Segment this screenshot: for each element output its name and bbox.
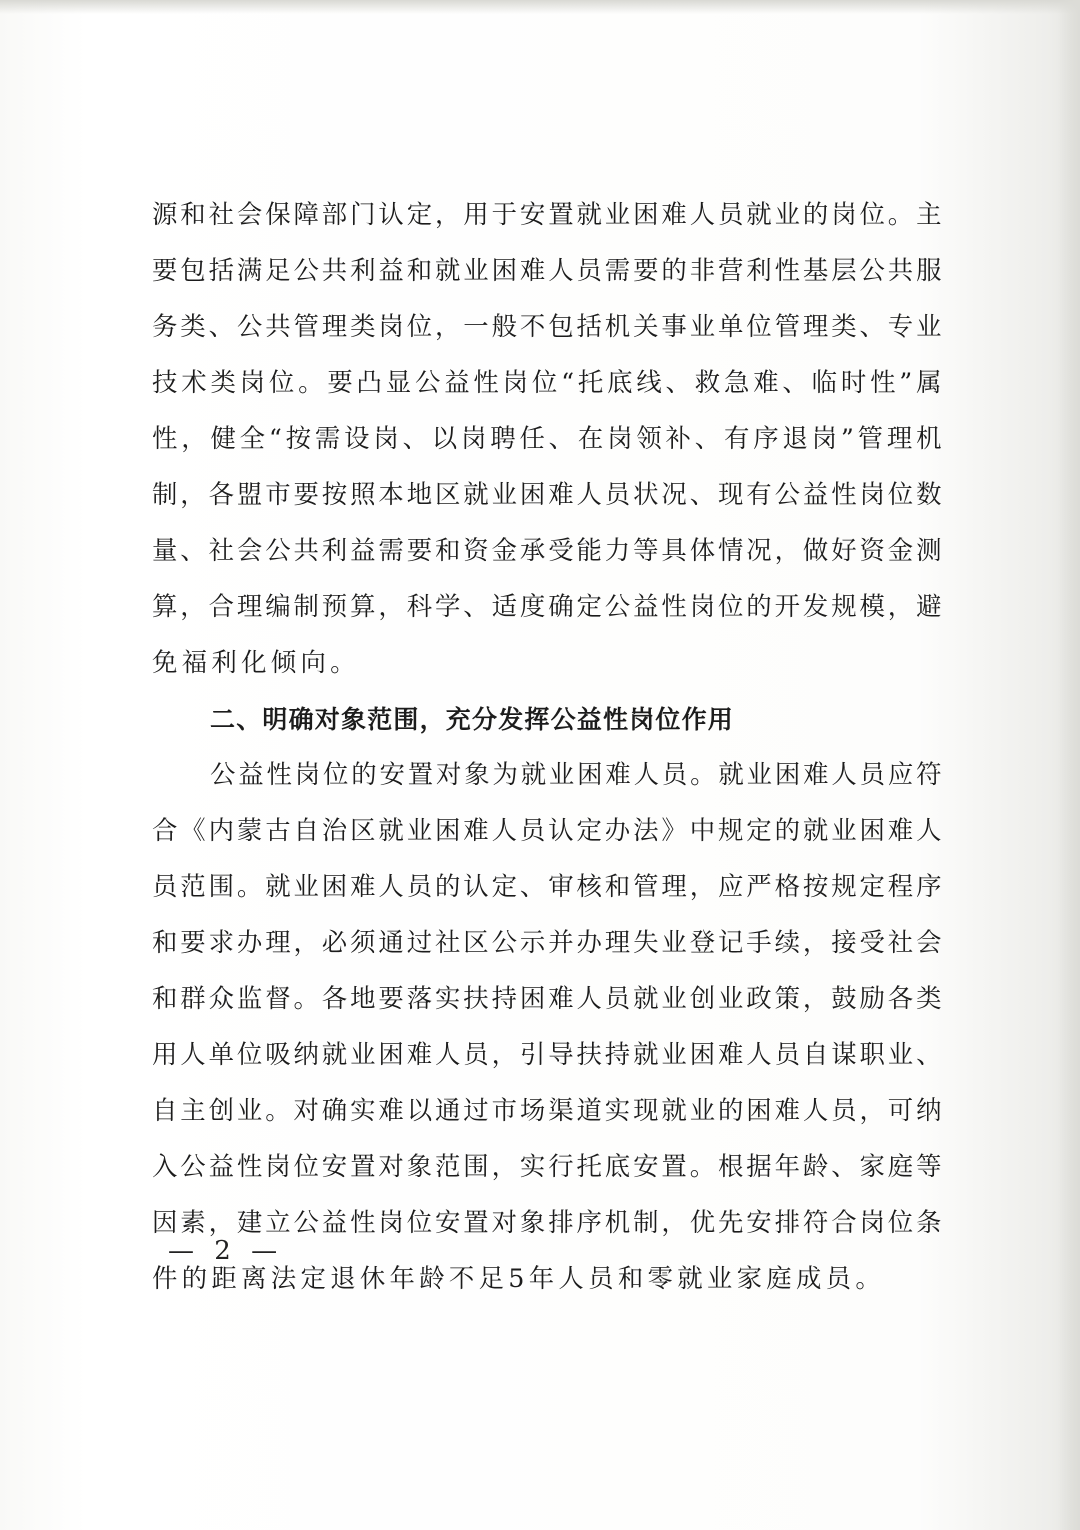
paragraph-line: 自主创业。对确实难以通过市场渠道实现就业的困难人员，可纳 xyxy=(152,1095,942,1125)
section-heading: 二、明确对象范围，充分发挥公益性岗位作用 xyxy=(210,705,735,734)
paragraph-line: 要包括满足公共利益和就业困难人员需要的非营利性基层公共服 xyxy=(152,255,942,285)
paragraph-line: 性，健全“按需设岗、以岗聘任、在岗领补、有序退岗”管理机 xyxy=(152,423,942,453)
paragraph-line: 和要求办理，必须通过社区公示并办理失业登记手续，接受社会 xyxy=(152,927,942,957)
paragraph-line: 制，各盟市要按照本地区就业困难人员状况、现有公益性岗位数 xyxy=(152,479,942,509)
paragraph-line: 入公益性岗位安置对象范围，实行托底安置。根据年龄、家庭等 xyxy=(152,1151,942,1181)
page-top-shadow xyxy=(0,0,1080,14)
paragraph-line: 公益性岗位的安置对象为就业困难人员。就业困难人员应符 xyxy=(210,759,942,789)
paragraph-line: 算，合理编制预算，科学、适度确定公益性岗位的开发规模，避 xyxy=(152,591,942,621)
page-number: — 2 — xyxy=(168,1236,284,1266)
paragraph-line: 员范围。就业困难人员的认定、审核和管理，应严格按规定程序 xyxy=(152,871,942,901)
paragraph-line: 用人单位吸纳就业困难人员，引导扶持就业困难人员自谋职业、 xyxy=(152,1039,942,1069)
document-body xyxy=(152,192,942,1312)
paragraph-line: 因素，建立公益性岗位安置对象排序机制，优先安排符合岗位条 xyxy=(152,1207,942,1237)
paragraph-line: 务类、公共管理类岗位，一般不包括机关事业单位管理类、专业 xyxy=(152,311,942,341)
paragraph-line: 和群众监督。各地要落实扶持困难人员就业创业政策，鼓励各类 xyxy=(152,983,942,1013)
paragraph-line: 量、社会公共利益需要和资金承受能力等具体情况，做好资金测 xyxy=(152,535,942,565)
paragraph-line: 免福利化倾向。 xyxy=(152,647,360,677)
paragraph-line: 源和社会保障部门认定，用于安置就业困难人员就业的岗位。主 xyxy=(152,199,942,229)
paragraph-line: 合《内蒙古自治区就业困难人员认定办法》中规定的就业困难人 xyxy=(152,815,942,845)
paragraph-line: 件的距离法定退休年龄不足5年人员和零就业家庭成员。 xyxy=(152,1263,886,1293)
page-right-edge xyxy=(1058,0,1080,1530)
paragraph-line: 技术类岗位。要凸显公益性岗位“托底线、救急难、临时性”属 xyxy=(152,367,942,397)
